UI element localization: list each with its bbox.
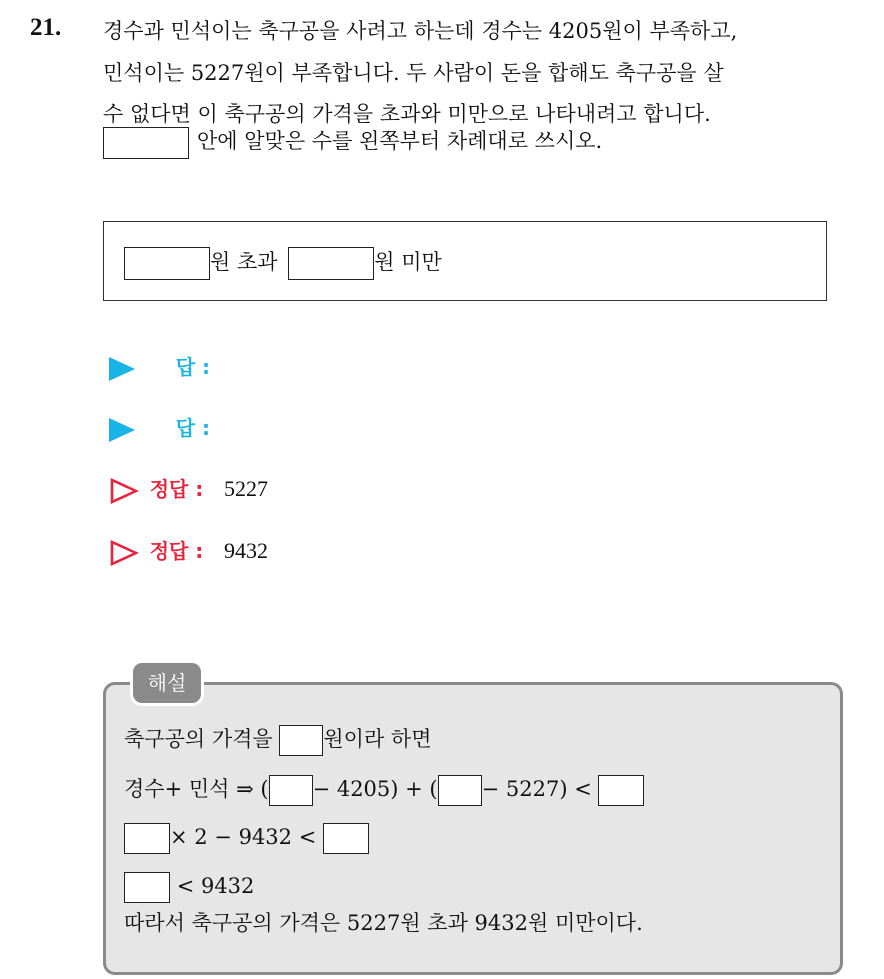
solution-line-3 [124, 820, 369, 854]
solution-blank [269, 775, 313, 806]
play-triangle-icon [109, 357, 135, 381]
question-text-line-3: 수 없다면 이 축구공의 가격을 초과와 미만으로 나타내려고 합니다. [103, 102, 711, 126]
answer-unit-under: 원 미만 [374, 250, 442, 274]
correct-row-2 [109, 536, 268, 566]
play-triangle-icon [109, 418, 135, 442]
outline-triangle-icon [109, 539, 139, 567]
solution-text: − 5227) < [481, 777, 592, 801]
solution-line-1 [124, 722, 431, 756]
correct-row-1 [109, 474, 268, 504]
solution-text: 원이라 하면 [323, 727, 432, 751]
correct-label: 정답 : [149, 477, 204, 501]
outline-triangle-icon [109, 477, 139, 505]
solution-line-5: 따라서 축구공의 가격은 5227원 초과 9432원 미만이다. [124, 911, 643, 935]
solution-text: 경수+ 민석 ⇒ ( [124, 777, 269, 801]
correct-label: 정답 : [149, 539, 204, 563]
solution-text: × 2 − 9432 < [170, 825, 317, 849]
answer-frame-line [124, 246, 442, 280]
solution-text: 축구공의 가격을 [124, 727, 273, 751]
solution-blank [438, 775, 482, 806]
solution-blank [124, 823, 170, 854]
solution-blank [279, 725, 323, 756]
solution-blank [598, 775, 644, 806]
solution-text: − 4205) + ( [312, 777, 438, 801]
answer-label: 답 : [175, 416, 210, 440]
question-text-line-1: 경수과 민석이는 축구공을 사려고 하는데 경수는 4205원이 부족하고, [103, 19, 738, 43]
answer-blank-1[interactable] [124, 247, 210, 280]
blank-box [103, 127, 189, 159]
question-text-line-2: 민석이는 5227원이 부족합니다. 두 사람이 돈을 합해도 축구공을 살 [103, 61, 724, 85]
solution-line-2 [124, 772, 644, 806]
answer-label: 답 : [175, 355, 210, 379]
solution-line-4 [124, 869, 254, 903]
answer-frame [103, 221, 827, 301]
correct-value: 5227 [223, 476, 268, 501]
answer-row-1 [109, 352, 210, 382]
question-text-line-4 [103, 126, 602, 159]
solution-blank [323, 823, 369, 854]
answer-row-2 [109, 413, 210, 443]
solution-text: < 9432 [176, 874, 255, 898]
question-text-line-4-text: 안에 알맞은 수를 왼쪽부터 차례대로 쓰시오. [197, 129, 603, 153]
question-number: 21. [30, 14, 62, 41]
correct-value: 9432 [223, 538, 268, 563]
solution-blank [124, 872, 170, 903]
solution-tag: 해설 [130, 660, 204, 706]
answer-blank-2[interactable] [288, 247, 374, 280]
answer-unit-over: 원 초과 [210, 250, 278, 274]
